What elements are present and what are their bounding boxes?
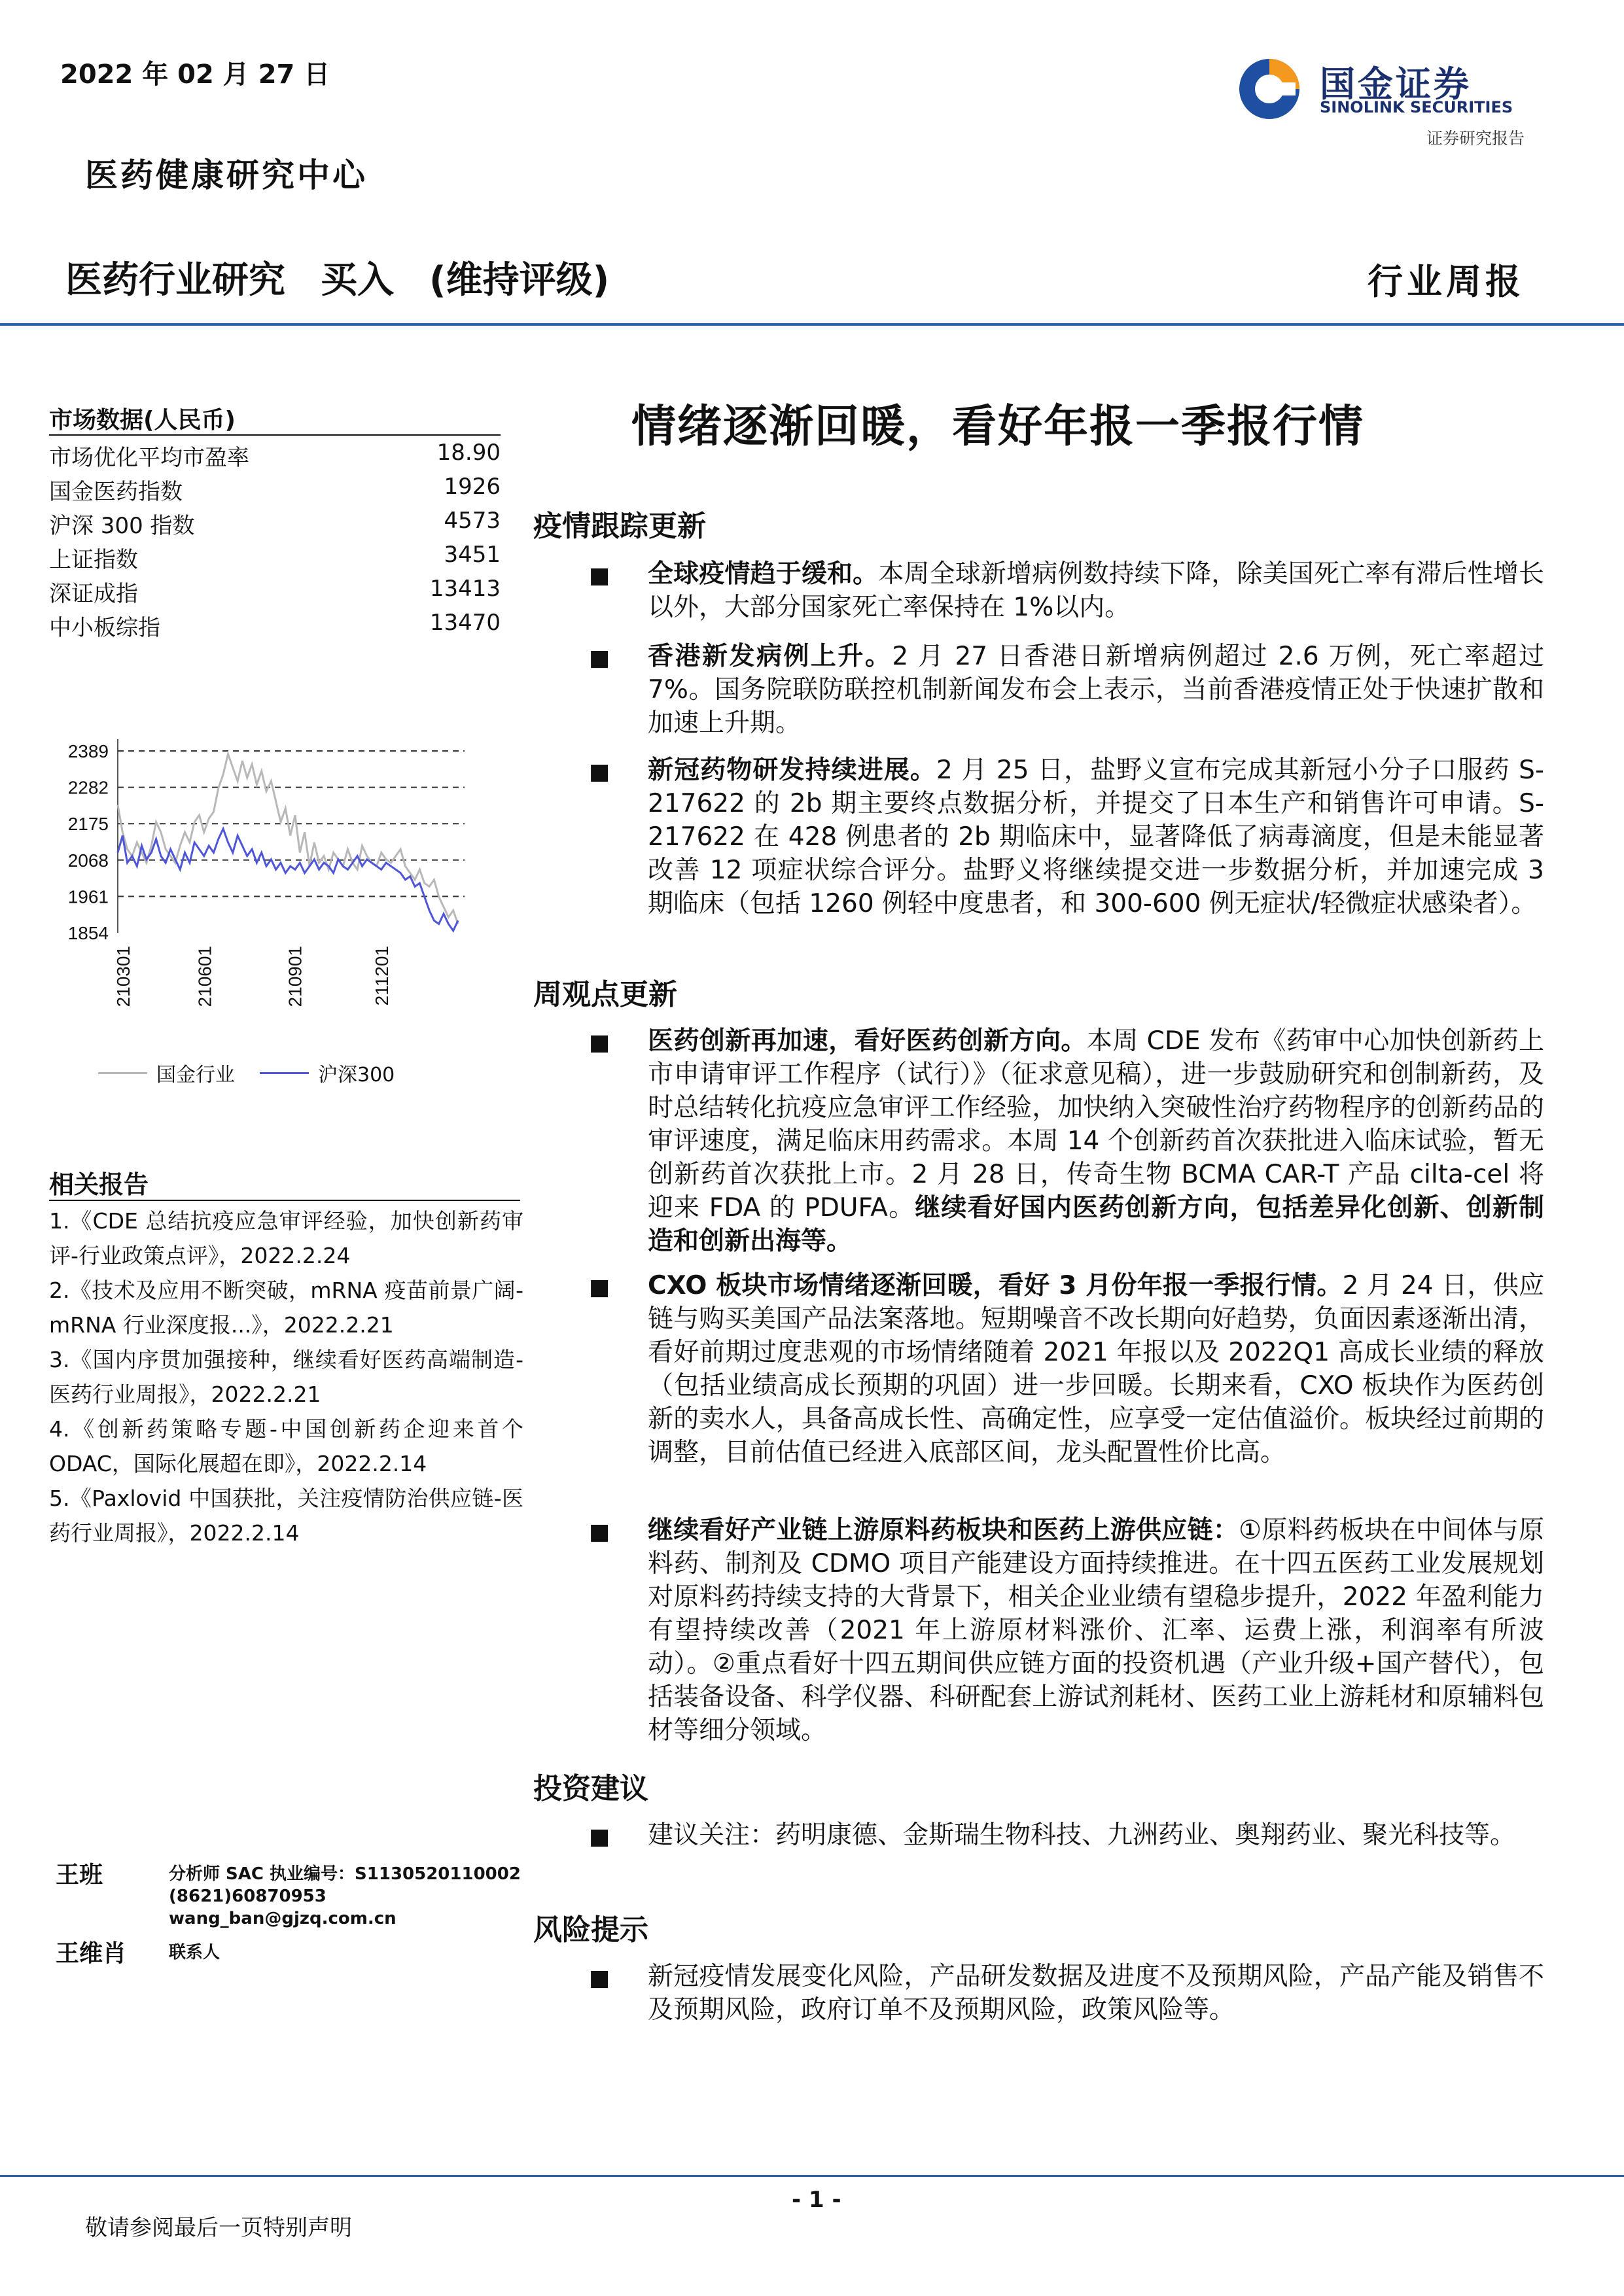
- bullet-icon: ■: [589, 645, 610, 671]
- y-tick-label: 2175: [67, 814, 109, 835]
- related-report-link[interactable]: 5.《Paxlovid 中国获批，关注疫情防治供应链-医药行业周报》，2022.2.14: [49, 1486, 523, 1546]
- logo-text-cn: 国金证券: [1320, 63, 1472, 105]
- footer-divider: [0, 2175, 1624, 2177]
- bullet-text: 2 月 24 日，供应链与购买美国产品法案落地。短期噪音不改长期向好趋势，负面因素逐渐出清，看好前期过度悲观的市场情绪随着 2021 年报以及 2022Q1 高成长业绩的释放（包括业绩高成长预期的巩固）进一步回暖。长期来看，CXO 板块作为医药创新的卖水人，具备高成长性、高确定性，应享受一定估值溢价。板块经过前期的调整，目前估值已经进入底部区间，龙头配置性价比高。: [648, 1271, 1544, 1467]
- market-value: 18.90: [436, 440, 501, 466]
- analyst-info: [169, 1863, 521, 1930]
- bullet-icon: ■: [589, 759, 610, 785]
- market-row: [49, 542, 501, 574]
- market-row: [49, 508, 501, 540]
- related-report-link[interactable]: 2.《技术及应用不断突破，mRNA 疫苗前景广阔-mRNA 行业深度报...》，2022.2.21: [49, 1278, 523, 1338]
- related-reports-divider: [49, 1200, 520, 1201]
- bullet-paragraph: [648, 1514, 1544, 1747]
- related-report-link[interactable]: 4.《创新药策略专题-中国创新药企迎来首个 ODAC，国际化展超在即》，2022.2.14: [49, 1416, 523, 1476]
- related-report-link[interactable]: 1.《CDE 总结抗疫应急审评经验，加快创新药审评-行业政策点评》，2022.2.24: [49, 1208, 523, 1268]
- logo-text-en: SINOLINK SECURITIES: [1320, 98, 1513, 116]
- market-label: 国金医药指数: [49, 479, 183, 505]
- bullet-paragraph: [648, 1269, 1544, 1469]
- legend-label: 沪深300: [318, 1064, 395, 1087]
- report-date: 2022 年 02 月 27 日: [60, 60, 330, 90]
- bullet-text: 建议关注：药明康德、金斯瑞生物科技、九洲药业、奥翔药业、聚光科技等。: [648, 1820, 1516, 1850]
- bullet-text: 新冠疫情发展变化风险，产品研发数据及进度不及预期风险，产品产能及销售不及预期风险，政府订单不及预期风险，政策风险等。: [648, 1962, 1544, 2025]
- report-type: 行业周报: [1368, 261, 1525, 302]
- y-tick-label: 1854: [67, 923, 109, 943]
- bullet-paragraph: [648, 1960, 1544, 2026]
- market-label: 中小板综指: [49, 615, 160, 641]
- bullet-paragraph: [648, 557, 1544, 624]
- x-tick-label: 210901: [285, 946, 306, 1007]
- legend-swatch: [98, 1072, 147, 1074]
- analyst-phone: (8621)60870953: [169, 1887, 327, 1906]
- bullet-icon: ■: [589, 1274, 610, 1300]
- chart-legend: [98, 1058, 419, 1087]
- analyst-sac: 分析师 SAC 执业编号：S1130520110002: [169, 1864, 521, 1884]
- bullet-icon: ■: [589, 1824, 610, 1850]
- rating-header: [65, 251, 644, 304]
- disclaimer-note: 敬请参阅最后一页特别声明: [85, 2215, 352, 2241]
- bullet-paragraph: [648, 1024, 1544, 1258]
- company-logo: [1233, 51, 1541, 123]
- market-data-title: 市场数据(人民币): [49, 407, 236, 434]
- rating-note: (维持评级): [429, 259, 610, 302]
- bullet-lead: 香港新发病例上升。: [648, 642, 892, 671]
- related-reports-title: 相关报告: [49, 1170, 149, 1199]
- report-title: 情绪逐渐回暖，看好年报一季报行情: [631, 401, 1365, 453]
- bullet-icon: ■: [589, 1519, 610, 1545]
- market-label: 市场优化平均市盈率: [49, 445, 249, 471]
- section-title: 风险提示: [533, 1913, 648, 1947]
- y-tick-label: 2068: [67, 850, 109, 871]
- bullet-text: 2 月 25 日，盐野义宣布完成其新冠小分子口服药 S-217622 的 2b 期主要终点数据分析，并提交了日本生产和销售许可申请。S-217622 在 428 例患者的 2b 期临床中，显著降低了病毒滴度，但是未能显著改善 12 项症状综合评分。盐野义将继续提交进一步数据分析，并加速完成 3 期临床（包括 1260 例轻中度患者，和 300-600 例无症状/轻微症状感染者）。: [648, 756, 1544, 918]
- bullet-text: 本周全球新增病例数持续下降，除美国死亡率有滞后性增长以外，大部分国家死亡率保持在 1%以内。: [648, 559, 1544, 622]
- market-label: 深证成指: [49, 581, 138, 607]
- contact-role: 联系人: [169, 1943, 221, 1962]
- header-divider: [0, 323, 1624, 326]
- market-value: 13470: [429, 610, 501, 636]
- index-line-chart: [46, 726, 478, 1092]
- x-tick-label: 211201: [371, 946, 392, 1006]
- market-row: [49, 576, 501, 608]
- bullet-text: ①原料药板块在中间体与原料药、制剂及 CDMO 项目产能建设方面持续推进。在十四五医药工业发展规划对原料药持续支持的大背景下，相关企业业绩有望稳步提升，2022 年盈利能力有望持续改善（2021 年上游原材料涨价、汇率、运费上涨，利润率有所波动）。②重点看好十四五期间供应链方面的投资机遇（产业升级+国产替代），包括装备设备、科学仪器、科研配套上游试剂耗材、医药工业上游耗材和原辅料包材等细分领域。: [648, 1516, 1544, 1745]
- market-label: 上证指数: [49, 547, 138, 573]
- series-line: [118, 754, 458, 924]
- bullet-lead: 继续看好产业链上游原料药板块和医药上游供应链：: [648, 1516, 1239, 1545]
- legend-swatch: [260, 1072, 309, 1074]
- bullet-lead: 全球疫情趋于缓和。: [648, 559, 879, 589]
- legend-item: [260, 1058, 395, 1087]
- y-tick-label: 2389: [67, 741, 109, 761]
- market-row: [49, 610, 501, 642]
- section-title: 周观点更新: [533, 978, 677, 1011]
- page-number: - 1 -: [792, 2187, 841, 2213]
- rating-label: 买入: [321, 259, 394, 302]
- section-title: 疫情跟踪更新: [533, 510, 706, 543]
- legend-item: [98, 1058, 235, 1087]
- bullet-icon: ■: [589, 1965, 610, 1991]
- logo-icon: [1233, 51, 1312, 123]
- analyst-name: 王班: [56, 1862, 103, 1888]
- market-value: 1926: [444, 474, 501, 500]
- bullet-icon: ■: [589, 563, 610, 589]
- y-tick-label: 2282: [67, 777, 109, 798]
- bullet-text: 2 月 27 日香港日新增病例超过 2.6 万例，死亡率超过 7%。国务院联防联控机制新闻发布会上表示，当前香港疫情正处于快速扩散和加速上升期。: [648, 642, 1544, 738]
- bullet-icon: ■: [589, 1030, 610, 1056]
- bullet-lead: 新冠药物研发持续进展。: [648, 756, 937, 785]
- x-tick-label: 210601: [194, 946, 215, 1007]
- bullet-text: 本周 CDE 发布《药审中心加快创新药上市申请审评工作程序（试行）》（征求意见稿），进一步鼓励研究和创制新药，及时总结转化抗疫应急审评工作经验，加快纳入突破性治疗药物程序的创新药品的审评速度，满足临床用药需求。本周 14 个创新药首次获批进入临床试验，暂无创新药首次获批上市。2 月 28 日，传奇生物 BCMA CAR-T 产品 cilta-cel 将迎来 FDA 的 PDUFA。: [648, 1026, 1544, 1223]
- bullet-paragraph: [648, 640, 1544, 740]
- bullet-lead: CXO 板块市场情绪逐渐回暖，看好 3 月份年报一季报行情。: [648, 1271, 1343, 1300]
- series-line: [118, 829, 458, 931]
- bullet-paragraph: [648, 754, 1544, 920]
- bullet-conclusion: 继续看好国内医药创新方向，包括差异化创新、创新制造和创新出海等。: [648, 1193, 1544, 1256]
- analyst-email[interactable]: wang_ban@gjzq.com.cn: [169, 1909, 397, 1928]
- bullet-lead: 医药创新再加速，看好医药创新方向。: [648, 1026, 1087, 1056]
- market-value: 4573: [444, 508, 501, 534]
- research-center-name: 医药健康研究中心: [85, 156, 368, 194]
- industry-label: 医药行业研究: [65, 259, 285, 302]
- section-title: 投资建议: [533, 1772, 648, 1805]
- y-tick-label: 1961: [67, 886, 109, 907]
- bullet-paragraph: [648, 1818, 1544, 1852]
- market-row: [49, 440, 501, 472]
- market-label: 沪深 300 指数: [49, 513, 195, 539]
- market-data-divider: [49, 434, 501, 436]
- contact-name: 王维肖: [56, 1940, 127, 1967]
- market-value: 13413: [429, 576, 501, 602]
- market-value: 3451: [444, 542, 501, 568]
- x-tick-label: 210301: [113, 946, 133, 1007]
- related-report-link[interactable]: 3.《国内序贯加强接种，继续看好医药高端制造-医药行业周报》，2022.2.21: [49, 1347, 523, 1407]
- market-row: [49, 474, 501, 506]
- legend-label: 国金行业: [156, 1064, 235, 1087]
- report-category-label: 证券研究报告: [1426, 129, 1525, 148]
